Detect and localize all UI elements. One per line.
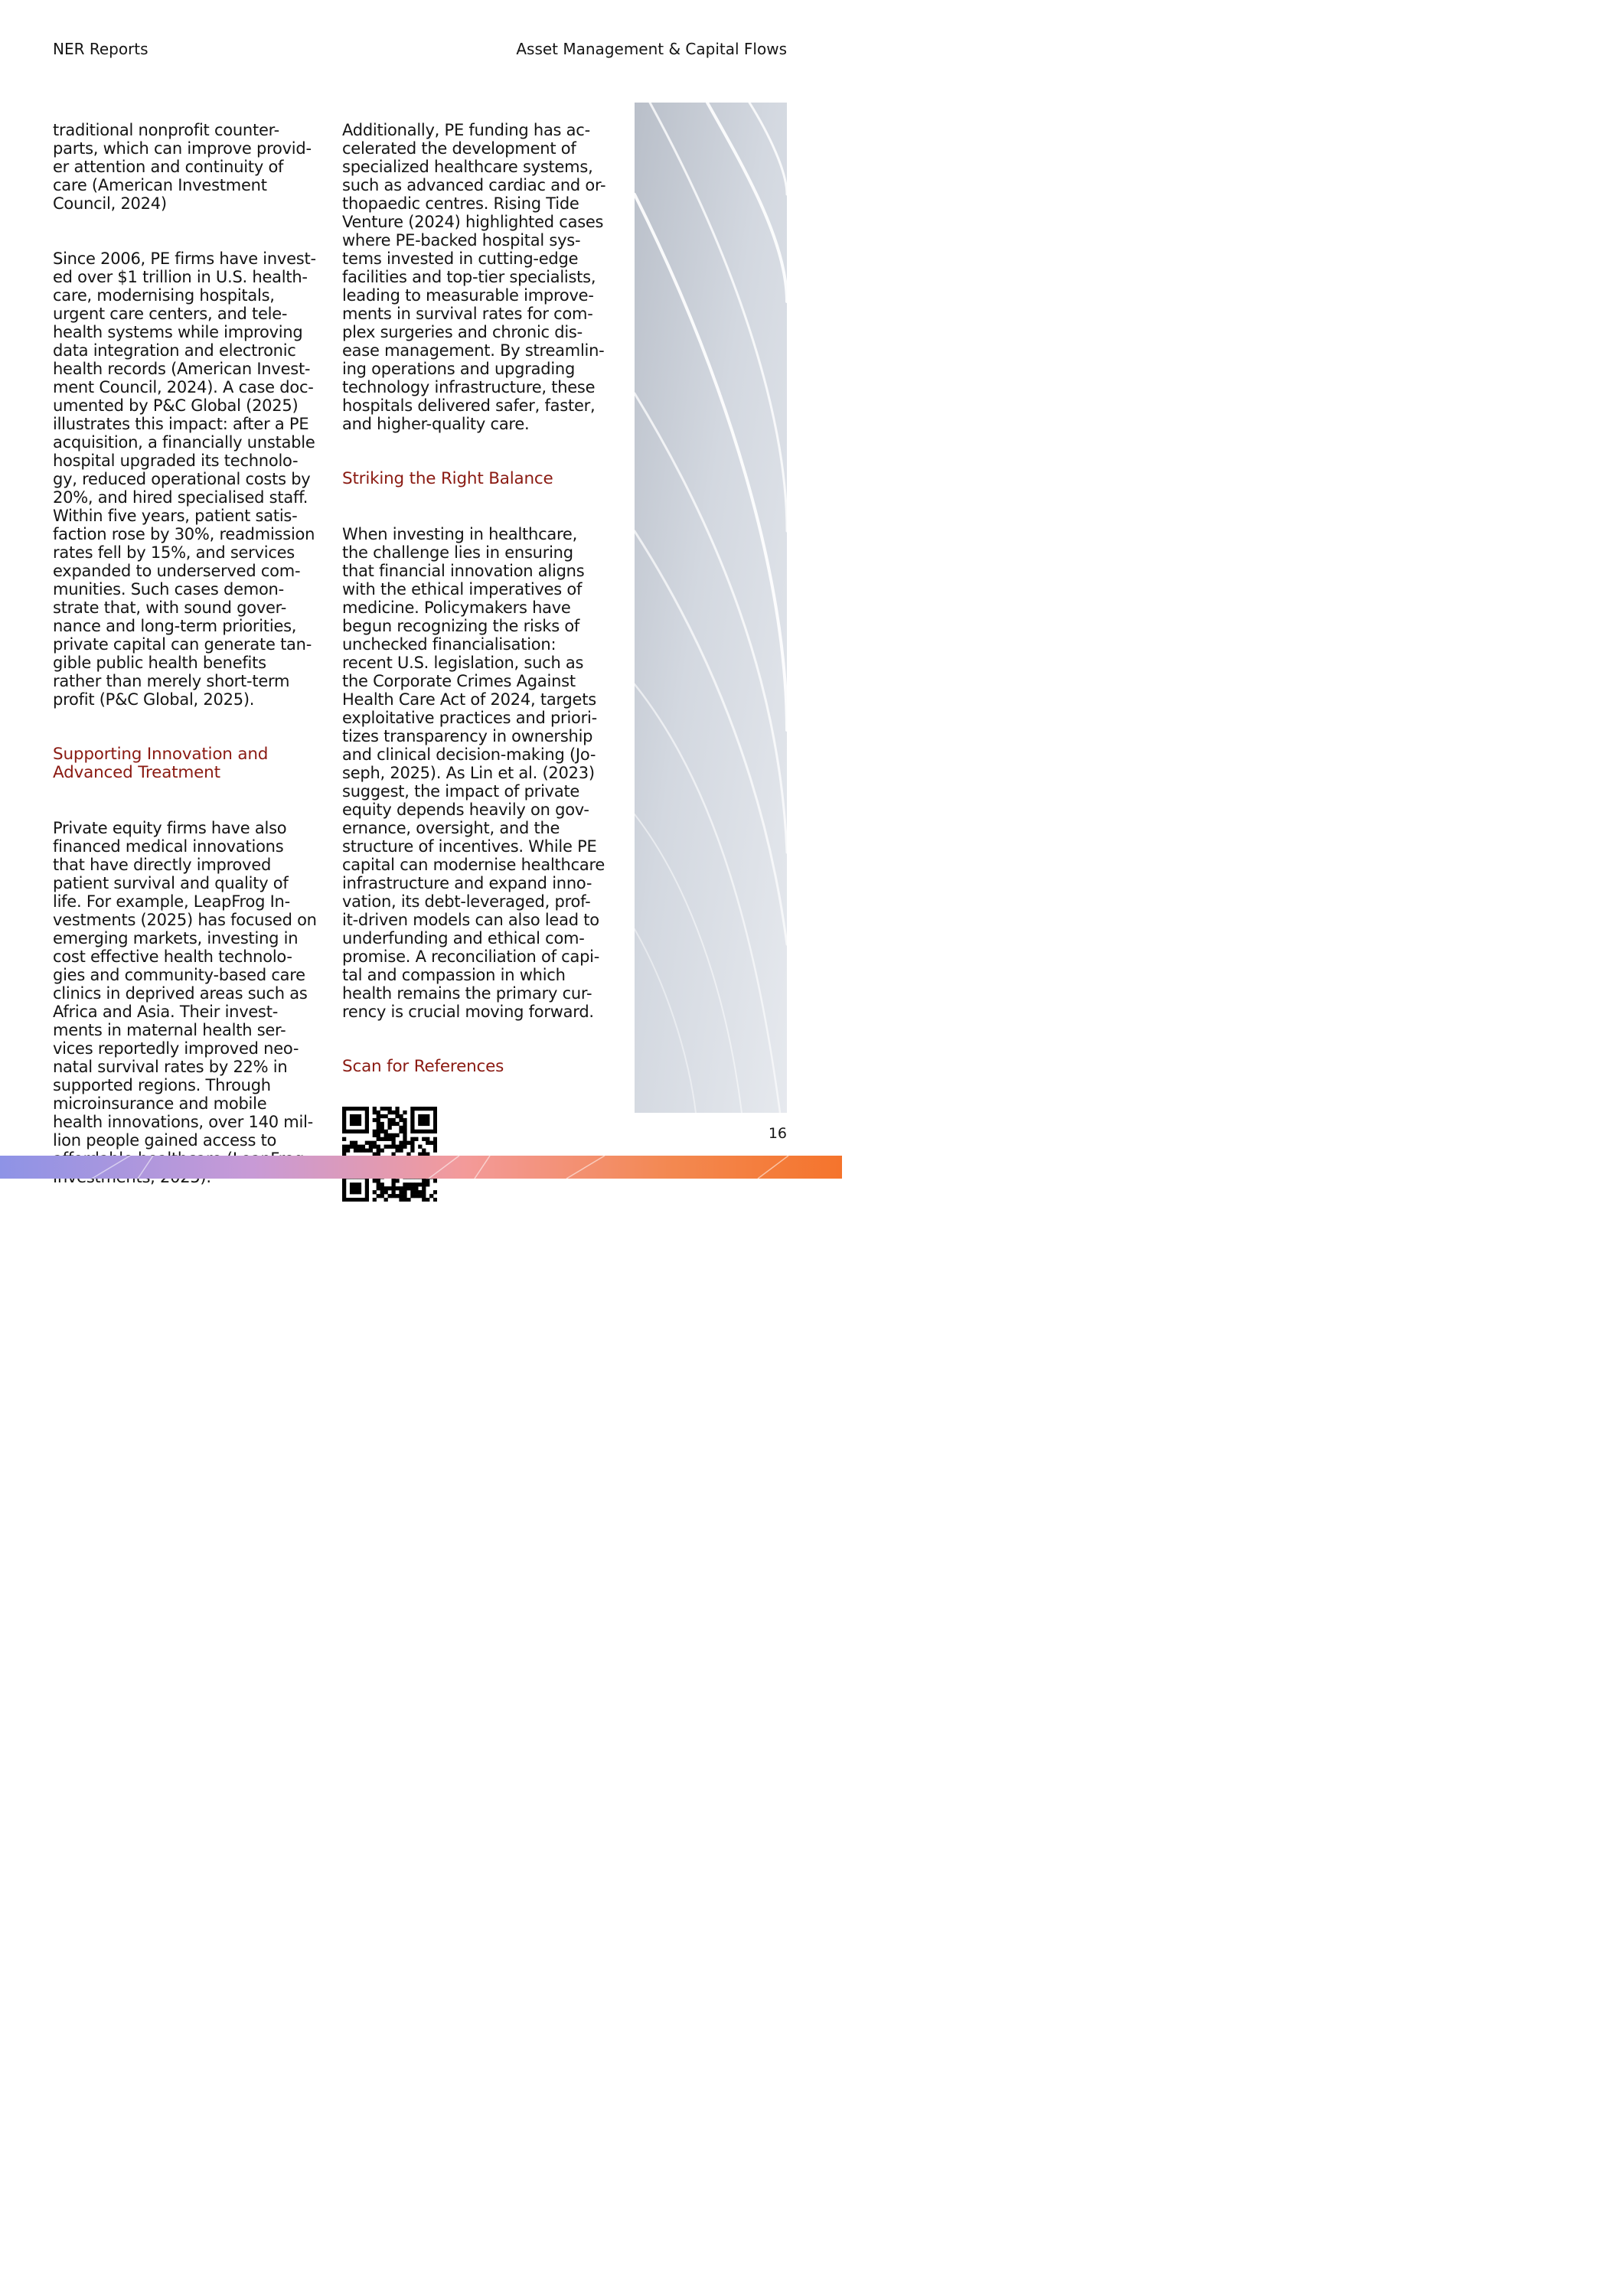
right-column [342,103,618,1202]
paragraph: Since 2006, PE firms have invest- ed over $1 trillion in U.S. health- care, modernising hospitals, urgent care centers, and tele- health systems while improving data integration and electronic health records (American Invest- ment Council, 2024). A case doc- umented by P&C Global (2025) illustrates this impact: after a PE acquisition, a financially unstable hospital upgraded its technolo- gy, reduced operational costs by 20%, and hired specialised staff. Within five years, patient satis- faction rose by 30%, readmission rates fell by 15%, and services expanded to underserved com- munities. Such cases demon- strate that, with sound gover- nance and long-term priorities, private capital can generate tan- gible public health benefits rather than merely short-term profit (P&C Global, 2025). [53,249,316,709]
qr-code[interactable] [342,1107,437,1202]
section-heading: Striking the Right Balance [342,469,553,488]
decorative-abstract-image [635,103,787,1113]
paragraph: traditional nonprofit counter- parts, which can improve provid- er attention and continuity of care (American Investment Council, 2024) [53,121,312,213]
references-heading: Scan for References [342,1057,504,1076]
document-page [0,0,842,1202]
left-column [53,103,325,1202]
page-number: 16 [768,1125,787,1142]
publication-name: NER Reports [53,40,148,58]
section-heading: Supporting Innovation and Advanced Treatment [53,745,269,782]
paragraph: Private equity firms have also financed medical innovations that have directly improved patient survival and quality of life. For example, LeapFrog In- vestments (2025) has focused on emerging markets, investing in cost effective health technolo- gies and community-based care clinics in deprived areas such as Africa and Asia. Their invest- ments in maternal health ser- vices reportedly improved neo- natal survival rates by 22% in supported regions. Through microinsurance and mobile health innovations, over 140 mil- lion people gained access to [53,819,317,1150]
paragraph: When investing in healthcare, the challenge lies in ensuring that financial innovation aligns with the ethical imperatives of medicine. Policymakers have begun recognizing the risks of unchecked financialisation: recent U.S. legislation, such as the Corporate Crimes Against Health Care Act of 2024, targets exploitative practices and priori- tizes transparency in ownership and clinical decision-making (Jo- seph, 2025). As Lin et al. (2023) suggest, the impact of private equity depends heavily on gov- ernance, oversight, and the structure of incentives. While PE capital can modernise healthcare infrastructure and expand inno- vation, its debt-leveraged, prof- it-driven models can also lead to underfunding and ethical com- promise. A reconciliation of capi- tal and compassion in which health remains the primary cur- rency is crucial moving forward. [342,525,605,1021]
section-title: Asset Management & Capital Flows [516,40,787,58]
decorative-footer-band [0,1156,842,1179]
paragraph: Additionally, PE funding has ac- celerated the development of specialized healthcare systems, such as advanced cardiac and or- thopaedic centres. Rising Tide Venture (2024) highlighted cases where PE-backed hospital sys- tems invested in cutting-edge facilities and top-tier specialists, leading to measurable improve- ments in survival rates for com- plex surgeries and chronic dis- ease management. By streamlin- ing operations and upgrading technology infrastructure, these hospitals delivered safer, faster, and higher-quality care. [342,121,606,433]
